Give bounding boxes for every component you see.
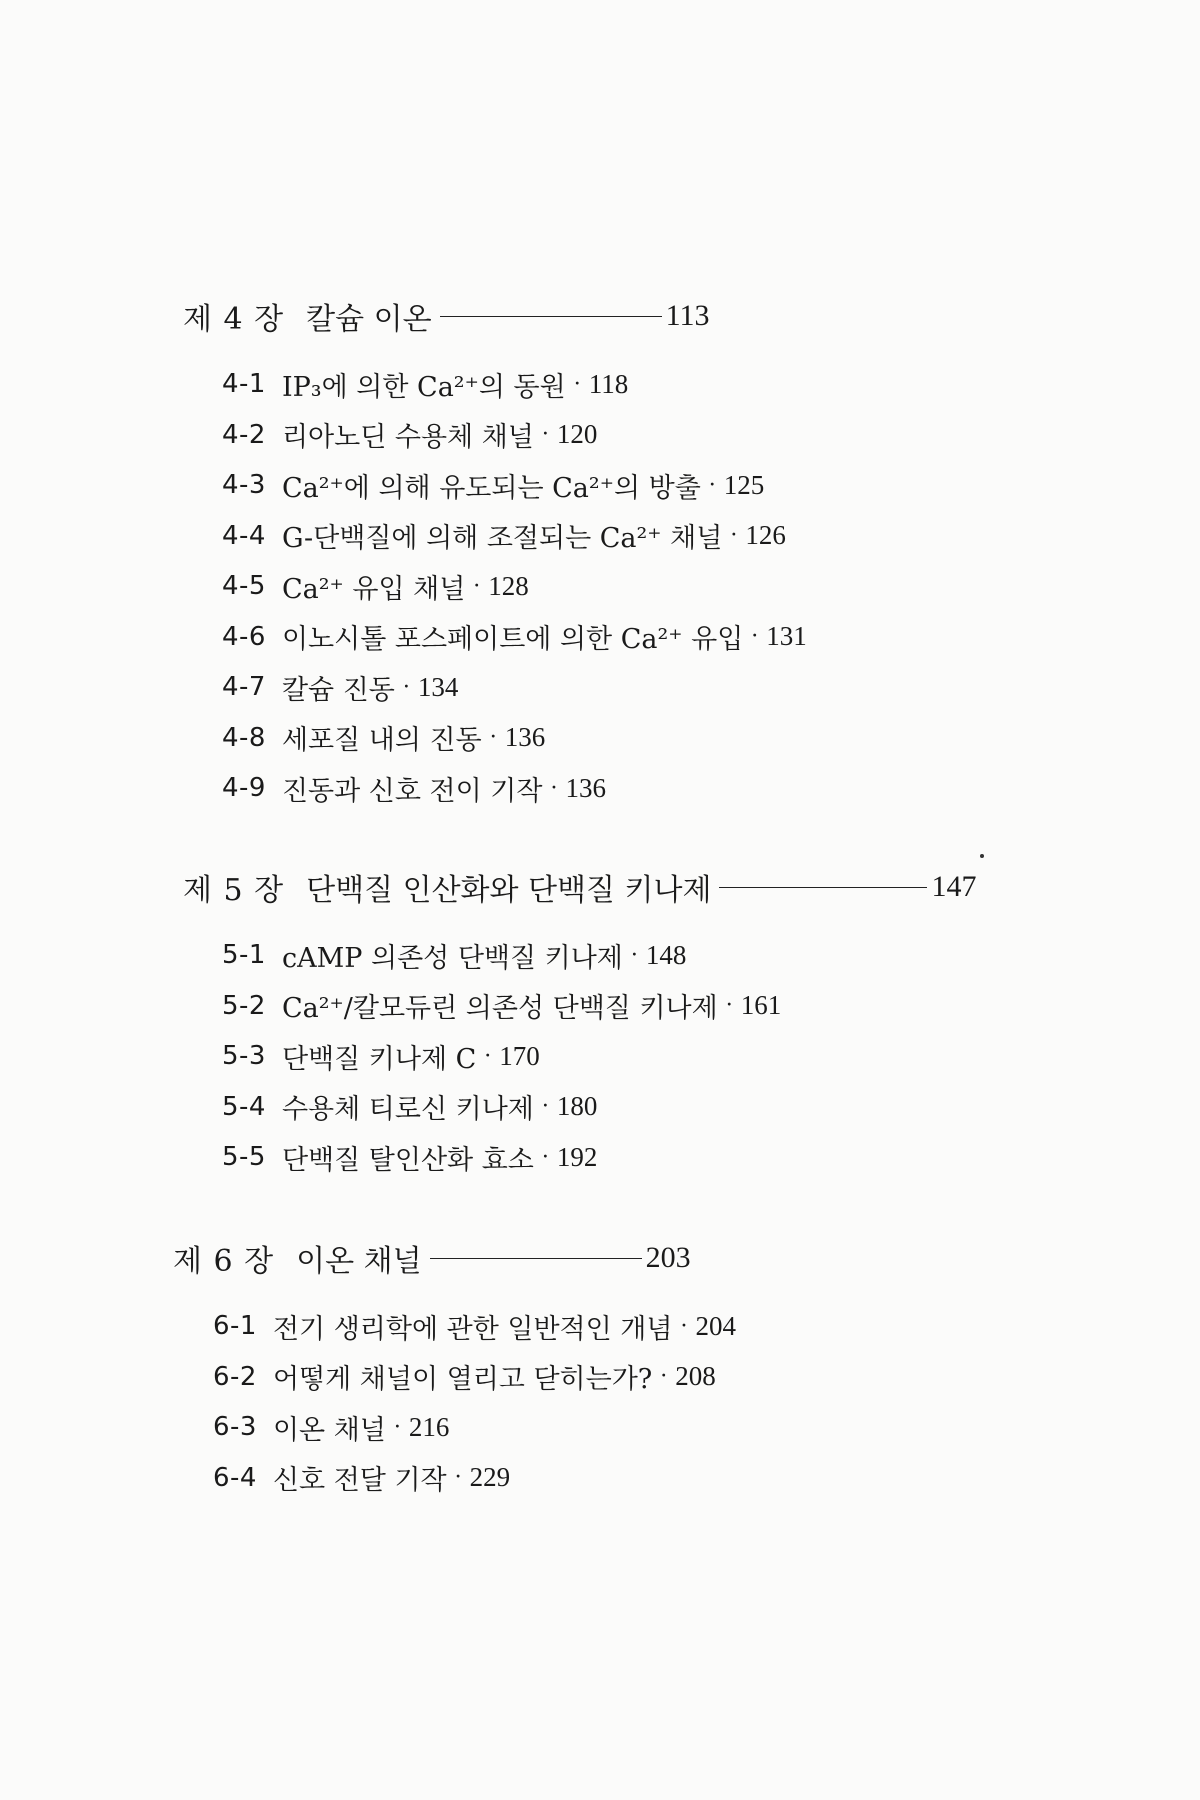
- chapter-heading: [0, 291, 1200, 341]
- section-number: 4-9: [222, 773, 266, 804]
- separator-dot: ·: [393, 1414, 401, 1440]
- chapter-title: 단백질 인산화와 단백질 키나제: [306, 873, 712, 908]
- separator-dot: ·: [402, 674, 410, 700]
- section-title: 어떻게 채널이 열리고 닫히는가?: [272, 1364, 653, 1396]
- separator-dot: ·: [730, 523, 738, 549]
- section-title: 전기 생리학에 관한 일반적인 개념: [272, 1313, 673, 1345]
- section-title: 신호 전달 기작: [272, 1465, 447, 1497]
- section-page-number: 208: [675, 1361, 716, 1392]
- section-list: [0, 930, 1200, 1183]
- section-title: 리아노딘 수용체 채널: [281, 422, 534, 454]
- separator-dot: ·: [725, 993, 733, 1019]
- section-page-number: 180: [556, 1091, 598, 1122]
- separator-dot: ·: [573, 371, 581, 397]
- section-title: 이온 채널: [272, 1414, 386, 1446]
- section-title: IP₃에 의한 Ca²⁺의 동원: [281, 371, 566, 403]
- toc-entry: [222, 662, 1200, 713]
- toc-entry: [222, 1132, 1200, 1183]
- section-title: 수용체 티로신 키나제: [281, 1094, 534, 1126]
- section-page-number: 170: [499, 1040, 540, 1071]
- section-number: 4-2: [222, 419, 266, 450]
- chapter-title: 이온 채널: [296, 1244, 422, 1279]
- toc-entry: [213, 1352, 1200, 1403]
- section-page-number: 136: [504, 722, 546, 753]
- section-title: 진동과 신호 전이 기작: [281, 775, 543, 807]
- chapter-heading: [0, 862, 1200, 912]
- chapter-heading: [0, 1233, 1200, 1283]
- chapter-page-number: 147: [931, 870, 977, 903]
- section-page-number: 128: [488, 570, 529, 601]
- section-title: Ca²⁺에 의해 유도되는 Ca²⁺의 방출: [281, 472, 701, 504]
- separator-dot: ·: [489, 725, 497, 751]
- section-title: cAMP 의존성 단백질 키나제: [281, 942, 623, 974]
- section-page-number: 125: [723, 469, 765, 500]
- section-number: 6-3: [213, 1412, 257, 1443]
- section-title: Ca²⁺/칼모듀린 의존성 단백질 키나제: [281, 993, 718, 1025]
- chapter-page-number: 113: [665, 299, 710, 332]
- section-page-number: 136: [565, 772, 606, 803]
- toc-entry: [222, 930, 1200, 981]
- section-title: 단백질 탈인산화 효소: [281, 1144, 534, 1176]
- toc-entry: [222, 410, 1200, 461]
- leader-rule: [440, 316, 662, 317]
- section-page-number: 118: [588, 368, 629, 399]
- section-number: 4-5: [222, 571, 266, 602]
- separator-dot: ·: [541, 1144, 549, 1170]
- separator-dot: ·: [660, 1364, 668, 1390]
- toc-entry: [222, 561, 1200, 612]
- leader-rule: [430, 1258, 642, 1259]
- section-page-number: 131: [766, 621, 807, 652]
- section-number: 5-1: [222, 940, 266, 971]
- section-number: 4-3: [222, 470, 266, 501]
- separator-dot: ·: [454, 1465, 462, 1491]
- section-number: 4-6: [222, 621, 266, 652]
- toc-entry: [222, 981, 1200, 1032]
- section-page-number: 192: [556, 1141, 598, 1172]
- section-title: 칼슘 진동: [281, 674, 395, 706]
- section-number: 4-8: [222, 722, 266, 753]
- toc-entry: [222, 359, 1200, 410]
- toc-entry: [222, 713, 1200, 764]
- separator-dot: ·: [550, 775, 558, 801]
- toc-entry: [222, 1082, 1200, 1133]
- separator-dot: ·: [541, 422, 549, 448]
- stray-mark: [980, 854, 984, 858]
- section-number: 4-4: [222, 520, 266, 551]
- toc-entry: [213, 1301, 1200, 1352]
- section-number: 4-7: [222, 672, 266, 703]
- separator-dot: ·: [680, 1313, 688, 1339]
- section-page-number: 126: [745, 520, 786, 551]
- chapter-4: [0, 291, 1200, 814]
- separator-dot: ·: [484, 1043, 492, 1069]
- chapter-page-number: 203: [645, 1241, 691, 1274]
- section-number: 6-4: [213, 1462, 257, 1493]
- separator-dot: ·: [708, 472, 716, 498]
- separator-dot: ·: [473, 573, 481, 599]
- section-title: 세포질 내의 진동: [281, 725, 482, 757]
- separator-dot: ·: [751, 624, 759, 650]
- section-number: 5-5: [222, 1142, 266, 1173]
- section-number: 5-4: [222, 1091, 266, 1122]
- section-page-number: 204: [695, 1310, 736, 1341]
- section-page-number: 216: [408, 1411, 450, 1442]
- section-title: G-단백질에 의해 조절되는 Ca²⁺ 채널: [281, 523, 723, 555]
- separator-dot: ·: [630, 942, 638, 968]
- chapter-6: [0, 1233, 1200, 1503]
- section-title: 이노시톨 포스페이트에 의한 Ca²⁺ 유입: [281, 624, 744, 656]
- section-number: 5-3: [222, 1041, 266, 1072]
- chapter-number: 제 4 장: [183, 302, 285, 337]
- section-page-number: 148: [645, 939, 687, 970]
- separator-dot: ·: [541, 1094, 549, 1120]
- section-page-number: 229: [469, 1462, 511, 1493]
- section-number: 5-2: [222, 990, 266, 1021]
- toc-entry: [222, 460, 1200, 511]
- section-list: [0, 359, 1200, 814]
- toc-entry: [222, 763, 1200, 814]
- toc-entry: [222, 612, 1200, 663]
- section-number: 4-1: [222, 369, 266, 400]
- section-page-number: 120: [556, 419, 598, 450]
- toc-entry: [213, 1453, 1200, 1504]
- chapter-number: 제 6 장: [173, 1244, 275, 1279]
- toc-entry: [213, 1402, 1200, 1453]
- section-title: Ca²⁺ 유입 채널: [281, 573, 466, 605]
- section-page-number: 161: [740, 990, 782, 1021]
- toc-entry: [222, 511, 1200, 562]
- section-title: 단백질 키나제 C: [281, 1043, 477, 1075]
- chapter-title: 칼슘 이온: [306, 302, 432, 337]
- chapter-number: 제 5 장: [183, 873, 285, 908]
- chapter-5: [0, 862, 1200, 1183]
- toc-entry: [222, 1031, 1200, 1082]
- leader-rule: [719, 887, 927, 888]
- section-number: 6-2: [213, 1361, 257, 1392]
- section-number: 6-1: [213, 1311, 257, 1342]
- section-page-number: 134: [417, 671, 459, 702]
- section-list: [0, 1301, 1200, 1503]
